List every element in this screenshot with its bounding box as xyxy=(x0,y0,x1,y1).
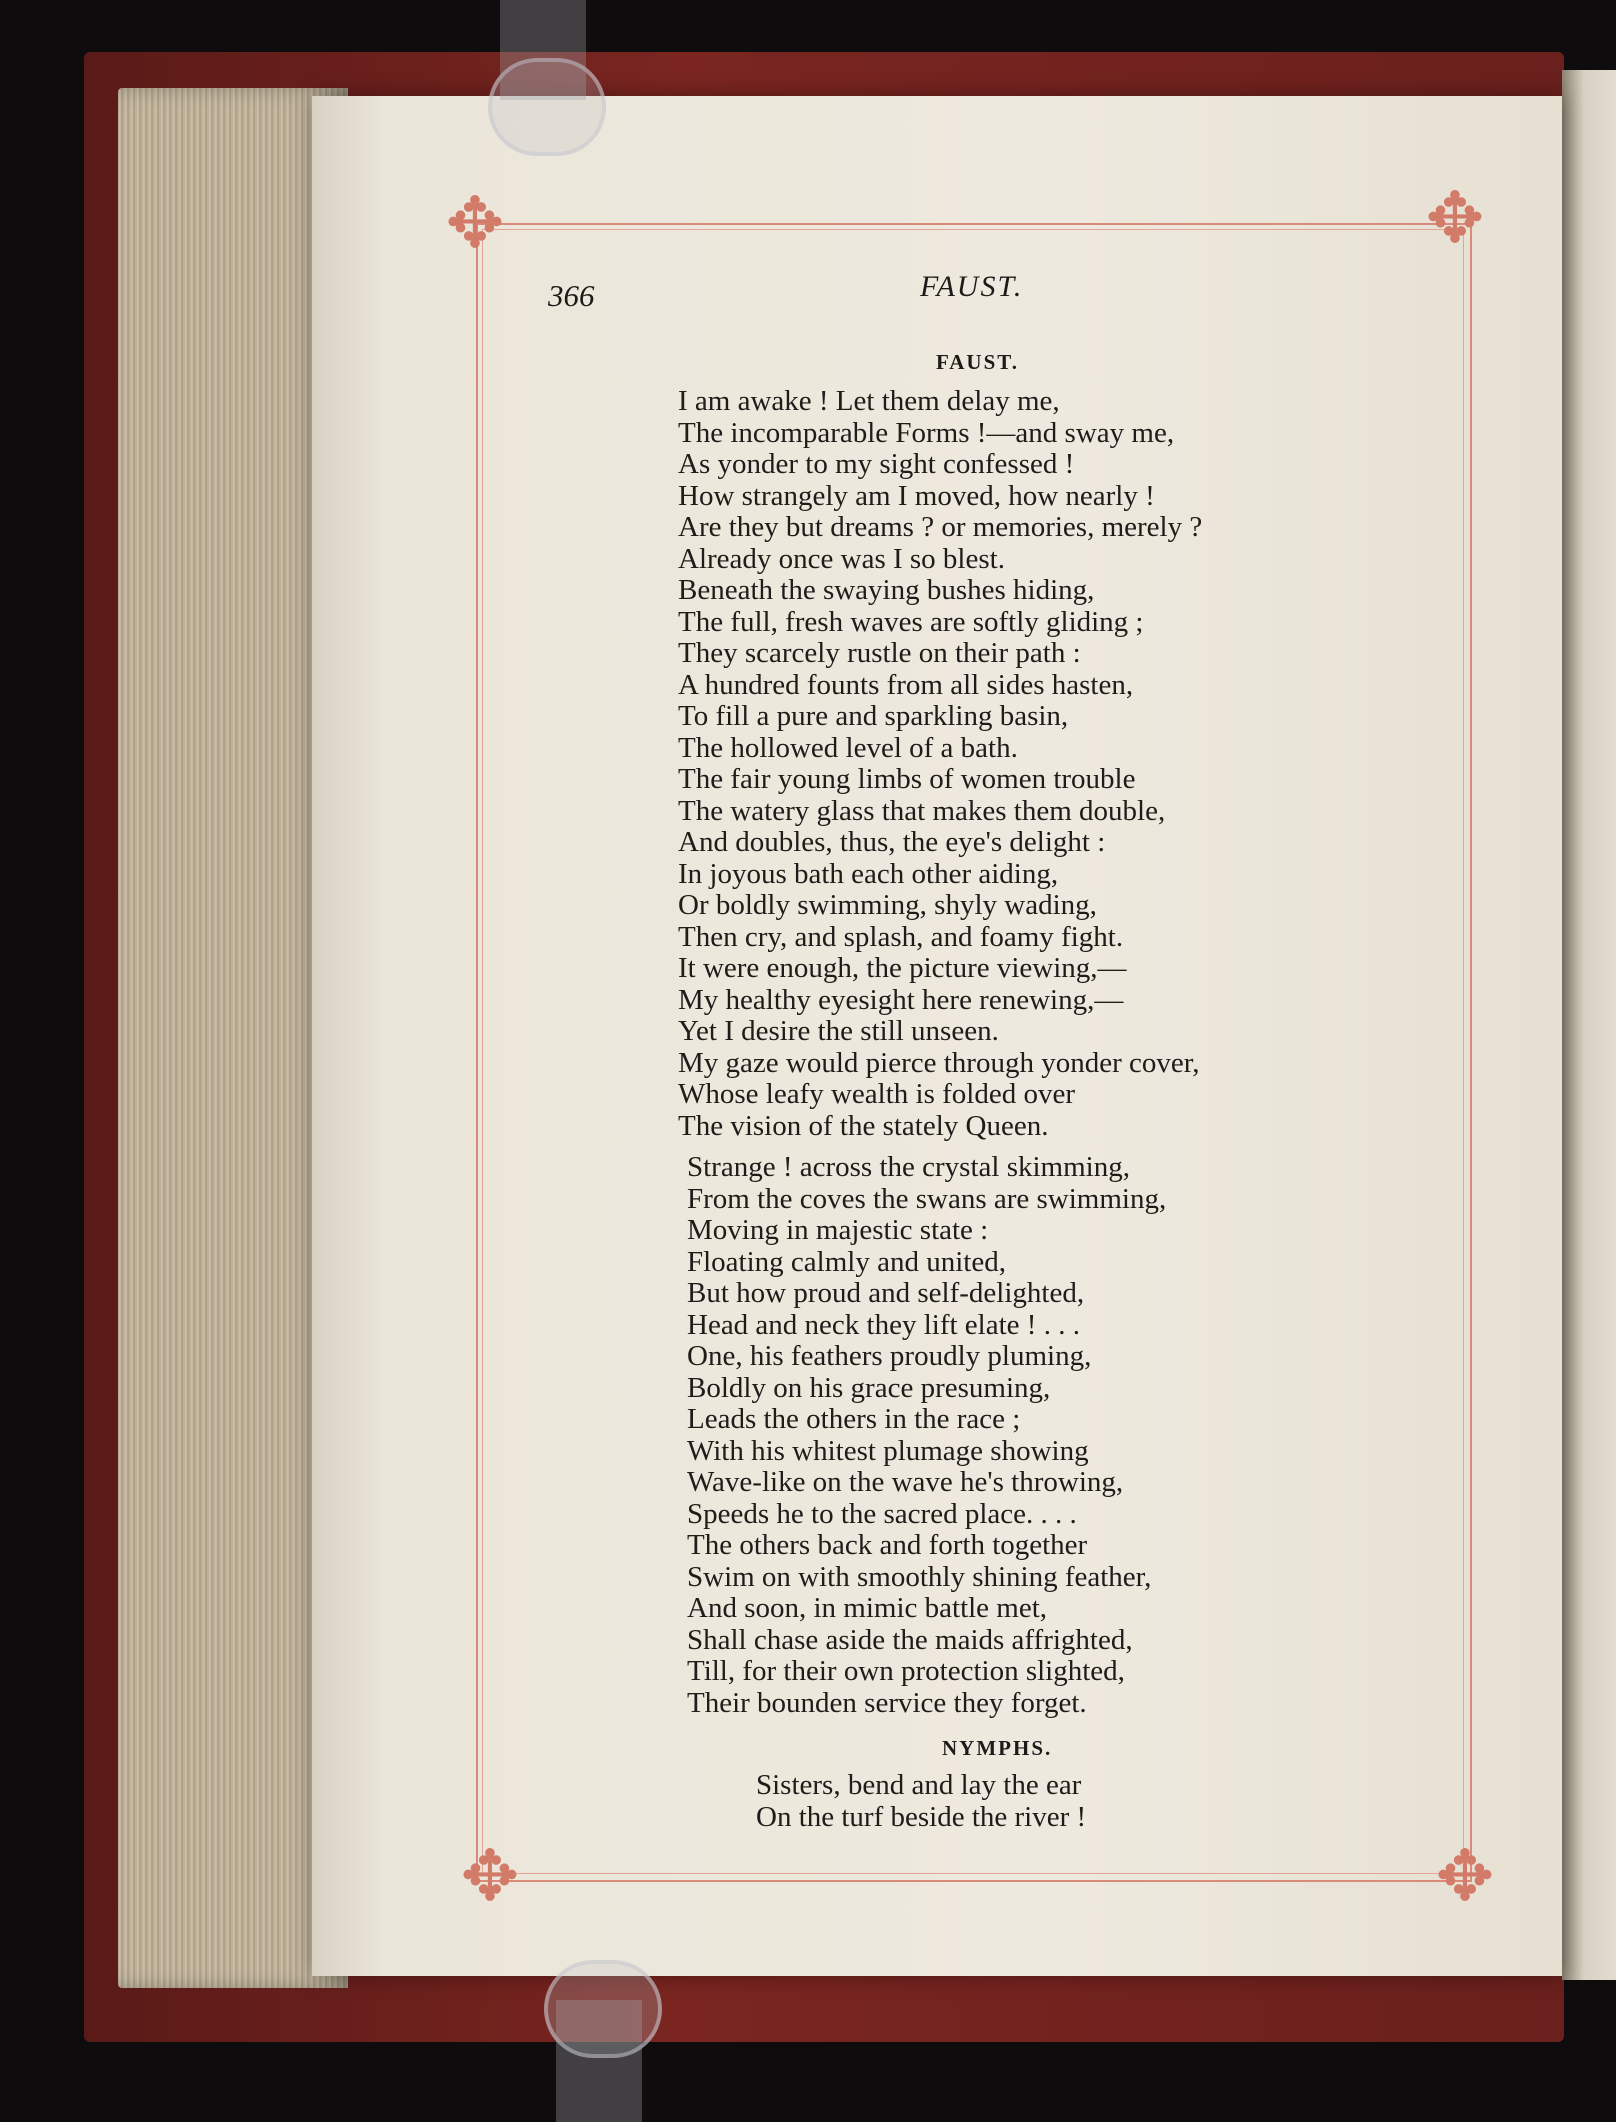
verse-line: They scarcely rustle on their path : xyxy=(678,637,1081,669)
verse-line: Their bounden service they forget. xyxy=(687,1686,1087,1719)
verse-line: To fill a pure and sparkling basin, xyxy=(678,700,1069,732)
verse-stanza xyxy=(687,1152,1166,1719)
running-title: FAUST. xyxy=(920,270,1024,303)
verse-line: The incomparable Forms !—and sway me, xyxy=(678,416,1175,449)
verse-line: Head and neck they lift elate ! . . . xyxy=(687,1308,1080,1341)
verse-line: One, his feathers proudly pluming, xyxy=(687,1340,1092,1372)
verse-line: The hollowed level of a bath. xyxy=(678,731,1018,764)
verse-line: Beneath the swaying bushes hiding, xyxy=(678,574,1095,606)
verse-line: It were enough, the picture viewing,— xyxy=(678,952,1127,984)
verse-line: Yet I desire the still unseen. xyxy=(678,1015,999,1047)
verse-line: Sisters, bend and lay the ear xyxy=(756,1769,1082,1801)
verse-line: Wave-like on the wave he's throwing, xyxy=(687,1466,1124,1498)
verse-line: Are they but dreams ? or memories, merely ? xyxy=(678,511,1203,543)
verse-line: Already once was I so blest. xyxy=(678,542,1005,575)
verse-line: With his whitest plumage showing xyxy=(687,1434,1089,1467)
verse-line: Leads the others in the race ; xyxy=(687,1403,1021,1435)
verse-line: Or boldly swimming, shyly wading, xyxy=(678,889,1097,921)
verse-line: Speeds he to the sacred place. . . . xyxy=(687,1497,1077,1530)
verse-line: My healthy eyesight here renewing,— xyxy=(678,983,1124,1016)
verse-line: I am awake ! Let them delay me, xyxy=(678,385,1060,417)
corner-ornament-icon: ✥ xyxy=(1435,1839,1495,1916)
verse-line: A hundred founts from all sides hasten, xyxy=(678,668,1134,701)
verse-line: The full, fresh waves are softly gliding ; xyxy=(678,605,1144,638)
verse-line: On the turf beside the river ! xyxy=(756,1800,1087,1833)
corner-ornament-icon: ✥ xyxy=(460,1839,520,1916)
verse-line: The watery glass that makes them double, xyxy=(678,794,1166,827)
verse-line: As yonder to my sight confessed ! xyxy=(678,448,1075,480)
verse-line: Strange ! across the crystal skimming, xyxy=(687,1151,1130,1183)
verse-line: The others back and forth together xyxy=(687,1529,1088,1561)
verse-line: But how proud and self-delighted, xyxy=(687,1277,1085,1309)
verse-stanza xyxy=(678,386,1202,1142)
verse-line: The fair young limbs of women trouble xyxy=(678,763,1136,795)
verse-stanza xyxy=(756,1770,1086,1833)
verse-line: Shall chase aside the maids affrighted, xyxy=(687,1623,1133,1656)
corner-ornament-icon: ✥ xyxy=(445,186,505,263)
verse-line: The vision of the stately Queen. xyxy=(678,1109,1049,1142)
verse-line: Boldly on his grace presuming, xyxy=(687,1371,1051,1404)
verse-line: From the coves the swans are swimming, xyxy=(687,1182,1167,1215)
verse-line: Floating calmly and united, xyxy=(687,1245,1006,1278)
verse-line: Moving in majestic state : xyxy=(687,1214,989,1246)
verse-line: Whose leafy wealth is folded over xyxy=(678,1078,1075,1110)
verse-line: Swim on with smoothly shining feather, xyxy=(687,1560,1152,1593)
page-number: 366 xyxy=(548,278,595,313)
verse-line: Till, for their own protection slighted, xyxy=(687,1655,1125,1687)
speaker-label: FAUST. xyxy=(936,350,1019,374)
verse-line: Then cry, and splash, and foamy fight. xyxy=(678,920,1124,953)
verse-line: How strangely am I moved, how nearly ! xyxy=(678,479,1155,512)
corner-ornament-icon: ✥ xyxy=(1425,181,1485,258)
verse-line: And soon, in mimic battle met, xyxy=(687,1592,1048,1624)
verse-line: My gaze would pierce through yonder cover, xyxy=(678,1046,1200,1079)
verse-line: And doubles, thus, the eye's delight : xyxy=(678,826,1106,858)
verse-line: In joyous bath each other aiding, xyxy=(678,857,1059,890)
speaker-label: NYMPHS. xyxy=(942,1736,1053,1760)
